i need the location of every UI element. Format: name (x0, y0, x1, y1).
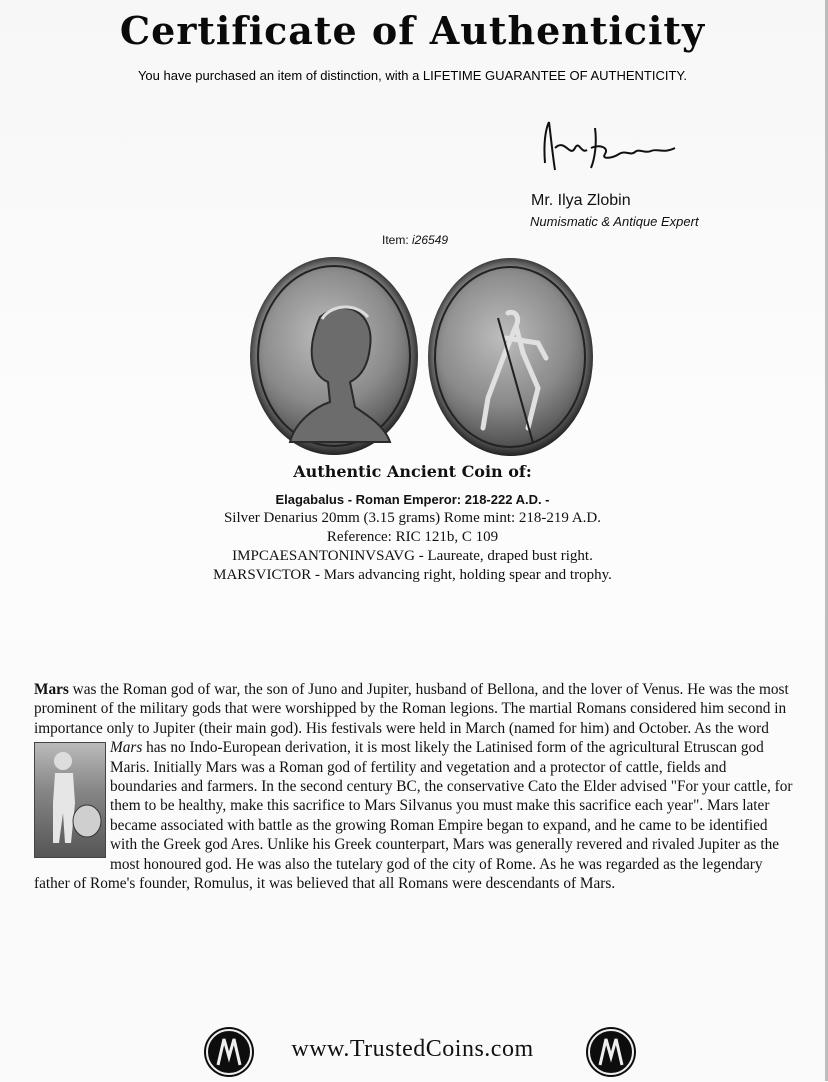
certificate-title: Certificate of Authenticity (119, 8, 706, 53)
coin-reference: Reference: RIC 121b, C 109 (326, 529, 499, 545)
signature-image (535, 118, 695, 178)
item-id (382, 233, 448, 247)
mars-statue-image (34, 742, 106, 858)
coin-heading: Authentic Ancient Coin of: (293, 462, 532, 481)
item-number: i26549 (412, 233, 449, 247)
expert-name: Mr. Ilya Zlobin (531, 192, 631, 209)
footer-url: www.TrustedCoins.com (291, 1036, 534, 1062)
coin-details: Silver Denarius 20mm (3.15 grams) Rome mint: 218-219 A.D. (223, 510, 602, 526)
bio-text-part2: has no Indo-European derivation, it is most likely the Latinised form of the agricultural Etruscan god Maris. Initially Mars was a Roman god of fertility and vegetation and a protector of cattle, fields and boundaries and farmers. In the second century BC, the conservative Cato the Elder advised "For your cattle, for them to be healthy, make this sacrifice to Mars Silvanus you must make this sacrifice each year". Mars later became associated with battle as the growing Roman Empire began to expand, and he came to be identified with the Greek god Ares. Unlike his Greek counterpart, Mars was generally revered and rivaled Jupiter as the most honoured god. He was also the tutelary god of the city of Rome. As he was regarded as the legendary father of Rome's founder, Romulus, it was believed that all Romans were descendants of Mars. (34, 739, 793, 893)
mars-biography (34, 680, 794, 893)
trustedcoins-logo-right (586, 1027, 636, 1077)
expert-signature (535, 118, 695, 178)
coin-emperor: Elagabalus - Roman Emperor: 218-222 A.D. - (275, 492, 550, 507)
coin-reverse-text: MARSVICTOR - Mars advancing right, holding spear and trophy. (213, 567, 612, 583)
item-label: Item: (382, 233, 409, 247)
certificate-subtitle: You have purchased an item of distinction, with a LIFETIME GUARANTEE OF AUTHENTICITY. (137, 68, 688, 83)
bio-text-part1: was the Roman god of war, the son of Juno and Jupiter, husband of Bellona, and the lover of Venus. He was the most prominent of the military gods that were worshipped by the Roman legions. The martial Romans considered him second in importance only to Jupiter (their main god). His festivals were held in March (named for him) and October. As the word (34, 681, 789, 737)
bio-lead-word: Mars (34, 681, 69, 698)
coin-obverse-image (250, 257, 418, 455)
coin-description (0, 490, 825, 585)
coin-reverse-image (428, 258, 593, 456)
expert-role: Numismatic & Antique Expert (530, 214, 699, 229)
bio-italic-word: Mars (110, 739, 143, 757)
coin-obverse-text: IMPCAESANTONINVSAVG - Laureate, draped bust right. (232, 548, 593, 564)
